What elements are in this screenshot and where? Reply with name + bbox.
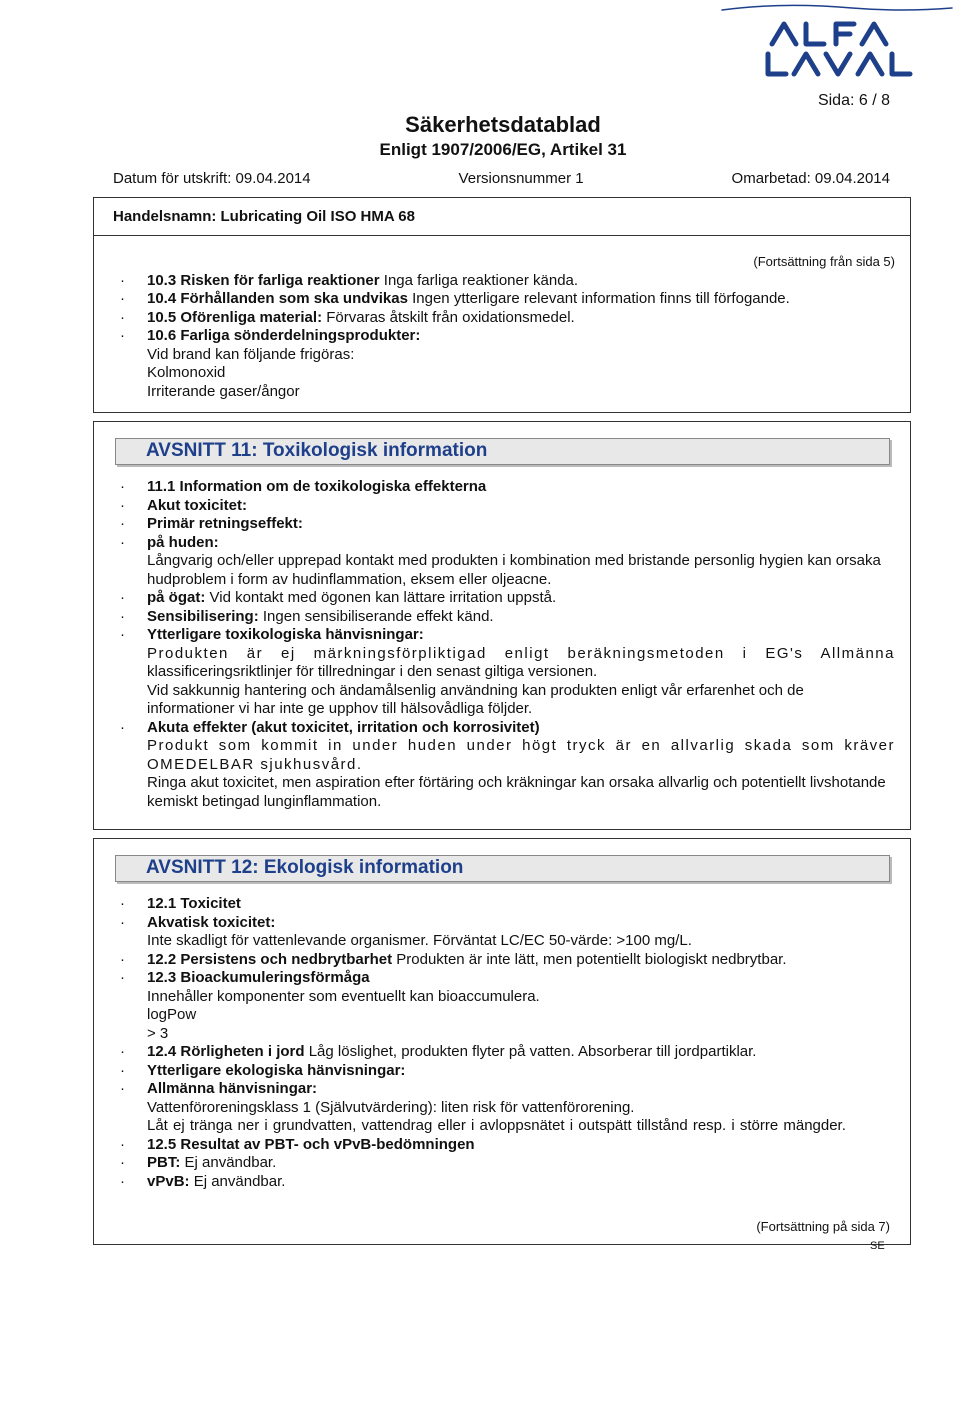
document-meta-row [113, 170, 890, 187]
acute-effects-text-1: Produkt som kommit in under huden under högt tryck är en allvarlig skada som kräver OMEDELBAR sjukhusvård. [147, 737, 895, 773]
skin-text: Långvarig och/eller upprepad kontakt med produkten i kombination med bristande personlig hygien kan orsaka hudproblem i form av hudinflammation, eksem eller oljeacne. [147, 552, 881, 588]
item-12-1: · 12.1 Toxicitet [120, 895, 241, 912]
document-subtitle: Enligt 1907/2006/EG, Artikel 31 [379, 140, 627, 159]
item-12-3-line: > 3 [147, 1024, 169, 1042]
item-12-3-line: Innehåller komponenter som eventuellt kan bioaccumulera. [147, 987, 540, 1005]
item-12-5: · 12.5 Resultat av PBT- och vPvB-bedömningen [120, 1135, 475, 1153]
general-text-1: Vattenföroreningsklass 1 (Självutvärdering): liten risk för vattenförorening. [147, 1098, 635, 1116]
item-12-3: · 12.3 Bioackumuleringsförmåga [120, 969, 370, 986]
item-pbt: · PBT: Ej användbar. [120, 1154, 277, 1171]
acute-effects-text-2: Ringa akut toxicitet, men aspiration efter förtäring och kräkningar kan orsaka allvarlig och potentiellt livshotande kemiskt betingad lunginflammation. [147, 774, 886, 810]
print-date: Datum för utskrift: 09.04.2014 [113, 170, 311, 187]
continued-to-note: (Fortsättning på sida 7) [756, 1219, 890, 1234]
language-code: SE [870, 1240, 885, 1252]
item-10-4: · 10.4 Förhållanden som ska undvikas Ingen ytterligare relevant information finns till förfogande. [120, 290, 790, 307]
section-11-content [120, 478, 895, 811]
item-acute-effects: · Akuta effekter (akut toxicitet, irritation och korrosivitet) [120, 718, 540, 736]
section-12-title: AVSNITT 12: Ekologisk information [146, 857, 464, 878]
further-tox-text-2: Vid sakkunnig hantering och ändamålsenlig användning kan produkten enligt vår erfarenhet och de informationer vi har inte ge upphov till hälsovådliga följder. [147, 681, 804, 717]
aquatic-text: Inte skadligt för vattenlevande organismer. Förväntat LC/EC 50-värde: >100 mg/L. [147, 932, 692, 949]
item-sensitisation: · Sensibilisering: Ingen sensibiliserande effekt känd. [120, 607, 494, 625]
alfa-laval-logo [712, 4, 960, 84]
version-number: Versionsnummer 1 [458, 170, 584, 187]
item-primary-irritation: · Primär retningseffekt: [120, 515, 303, 532]
item-eye: · på ögat: Vid kontakt med ögonen kan lättare irritation uppstå. [120, 589, 557, 606]
item-12-2: · 12.2 Persistens och nedbrytbarhet Produkten är inte lätt, men potentiellt biologiskt nedbrytbar. [120, 950, 787, 968]
item-further-tox: · Ytterligare toxikologiska hänvisningar: [120, 626, 424, 643]
item-10-5: · 10.5 Oförenliga material: Förvaras åtskilt från oxidationsmedel. [120, 308, 575, 326]
document-title: Säkerhetsdatablad [405, 112, 601, 137]
item-10-3: · 10.3 Risken för farliga reaktioner Inga farliga reaktioner kända. [120, 271, 579, 289]
section-12-content [120, 895, 895, 1191]
item-10-6: · 10.6 Farliga sönderdelningsprodukter: [120, 327, 421, 344]
item-12-4: · 12.4 Rörligheten i jord Låg löslighet, produkten flyter på vatten. Absorberar till jordpartiklar. [120, 1043, 757, 1060]
item-acute-toxicity: · Akut toxicitet: [120, 496, 248, 514]
revised-date: Omarbetad: 09.04.2014 [731, 170, 890, 187]
item-10-6-line: Irriterande gaser/ångor [147, 382, 300, 400]
further-tox-text-1b: klassificeringsriktlinjer för tillredningar i den senast giltiga versionen. [147, 663, 598, 680]
section-11-title: AVSNITT 11: Toxikologisk information [146, 440, 488, 461]
item-aquatic-toxicity: · Akvatisk toxicitet: [120, 913, 276, 931]
page-number: Sida: 6 / 8 [817, 92, 890, 109]
item-general: · Allmänna hänvisningar: [120, 1080, 318, 1097]
section-10-content [120, 253, 895, 401]
item-further-eco: · Ytterligare ekologiska hänvisningar: [120, 1061, 406, 1079]
item-vpvb: · vPvB: Ej användbar. [120, 1172, 286, 1190]
trade-name: Handelsnamn: Lubricating Oil ISO HMA 68 [113, 208, 415, 225]
further-tox-text-1a: Produkten är ej märkningsförpliktigad enligt beräkningsmetoden i EG's Allmänna [147, 644, 895, 662]
item-12-3-line: logPow [147, 1006, 197, 1023]
continued-from-note: (Fortsättning från sida 5) [753, 254, 895, 269]
general-text-2: Låt ej tränga ner i grundvatten, vattendrag eller i avloppsnätet i outspätt tillstånd resp. i större mängder. [147, 1117, 846, 1134]
item-10-6-line: Kolmonoxid [147, 364, 226, 381]
item-11-1: · 11.1 Information om de toxikologiska effekterna [120, 478, 487, 495]
item-skin: · på huden: [120, 533, 219, 551]
item-10-6-line: Vid brand kan följande frigöras: [147, 345, 355, 363]
